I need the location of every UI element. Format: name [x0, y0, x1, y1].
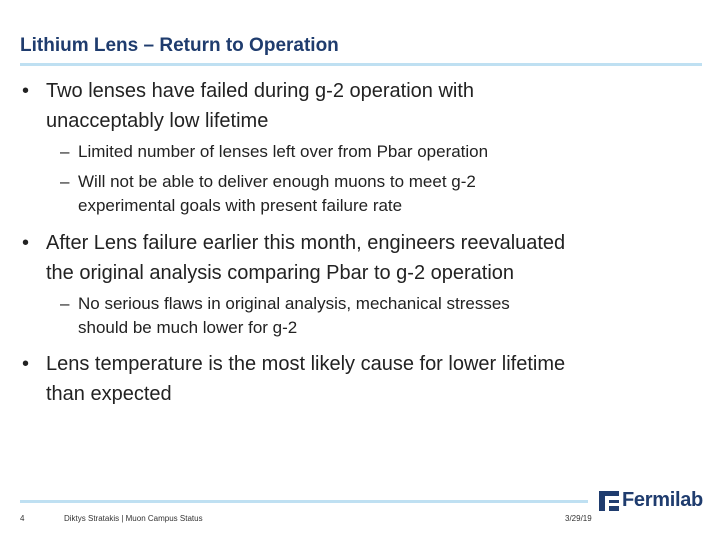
page-number: 4	[20, 514, 25, 523]
sub-bullet-marker: –	[60, 172, 70, 191]
sub-bullet-1-1-line-1: Limited number of lenses left over from Pbar operation	[78, 142, 489, 161]
footer-divider	[20, 500, 588, 503]
bullet-2-line-2: the original analysis comparing Pbar to g-2 operation	[46, 262, 515, 284]
bullet-1-line-1: Two lenses have failed during g-2 operation with	[46, 80, 475, 102]
sub-bullet-2-1-line-1: No serious flaws in original analysis, mechanical stresses	[78, 294, 510, 313]
bullet-marker: •	[22, 232, 30, 254]
bullet-marker: •	[22, 353, 30, 375]
footer-date: 3/29/19	[565, 514, 592, 523]
bullet-3-line-1: Lens temperature is the most likely cause for lower lifetime	[46, 353, 566, 375]
fermilab-mark-icon	[598, 490, 620, 512]
sub-bullet-2-1-line-2: should be much lower for g-2	[78, 318, 298, 337]
slide-title: Lithium Lens – Return to Operation	[20, 35, 339, 56]
fermilab-logo	[598, 488, 708, 514]
sub-bullet-marker: –	[60, 142, 70, 161]
footer-presenter: Diktys Stratakis | Muon Campus Status	[64, 514, 203, 523]
bullet-1-line-2: unacceptably low lifetime	[46, 110, 269, 132]
fermilab-logo-text: Fermilab	[622, 489, 703, 511]
bullet-marker: •	[22, 80, 30, 102]
sub-bullet-1-2-line-1: Will not be able to deliver enough muons to meet g-2	[78, 172, 476, 191]
bullet-3-line-2: than expected	[46, 383, 172, 405]
sub-bullet-1-2-line-2: experimental goals with present failure rate	[78, 196, 403, 215]
bullet-2-line-1: After Lens failure earlier this month, engineers reevaluated	[46, 232, 566, 254]
sub-bullet-marker: –	[60, 294, 70, 313]
title-divider	[20, 63, 702, 66]
